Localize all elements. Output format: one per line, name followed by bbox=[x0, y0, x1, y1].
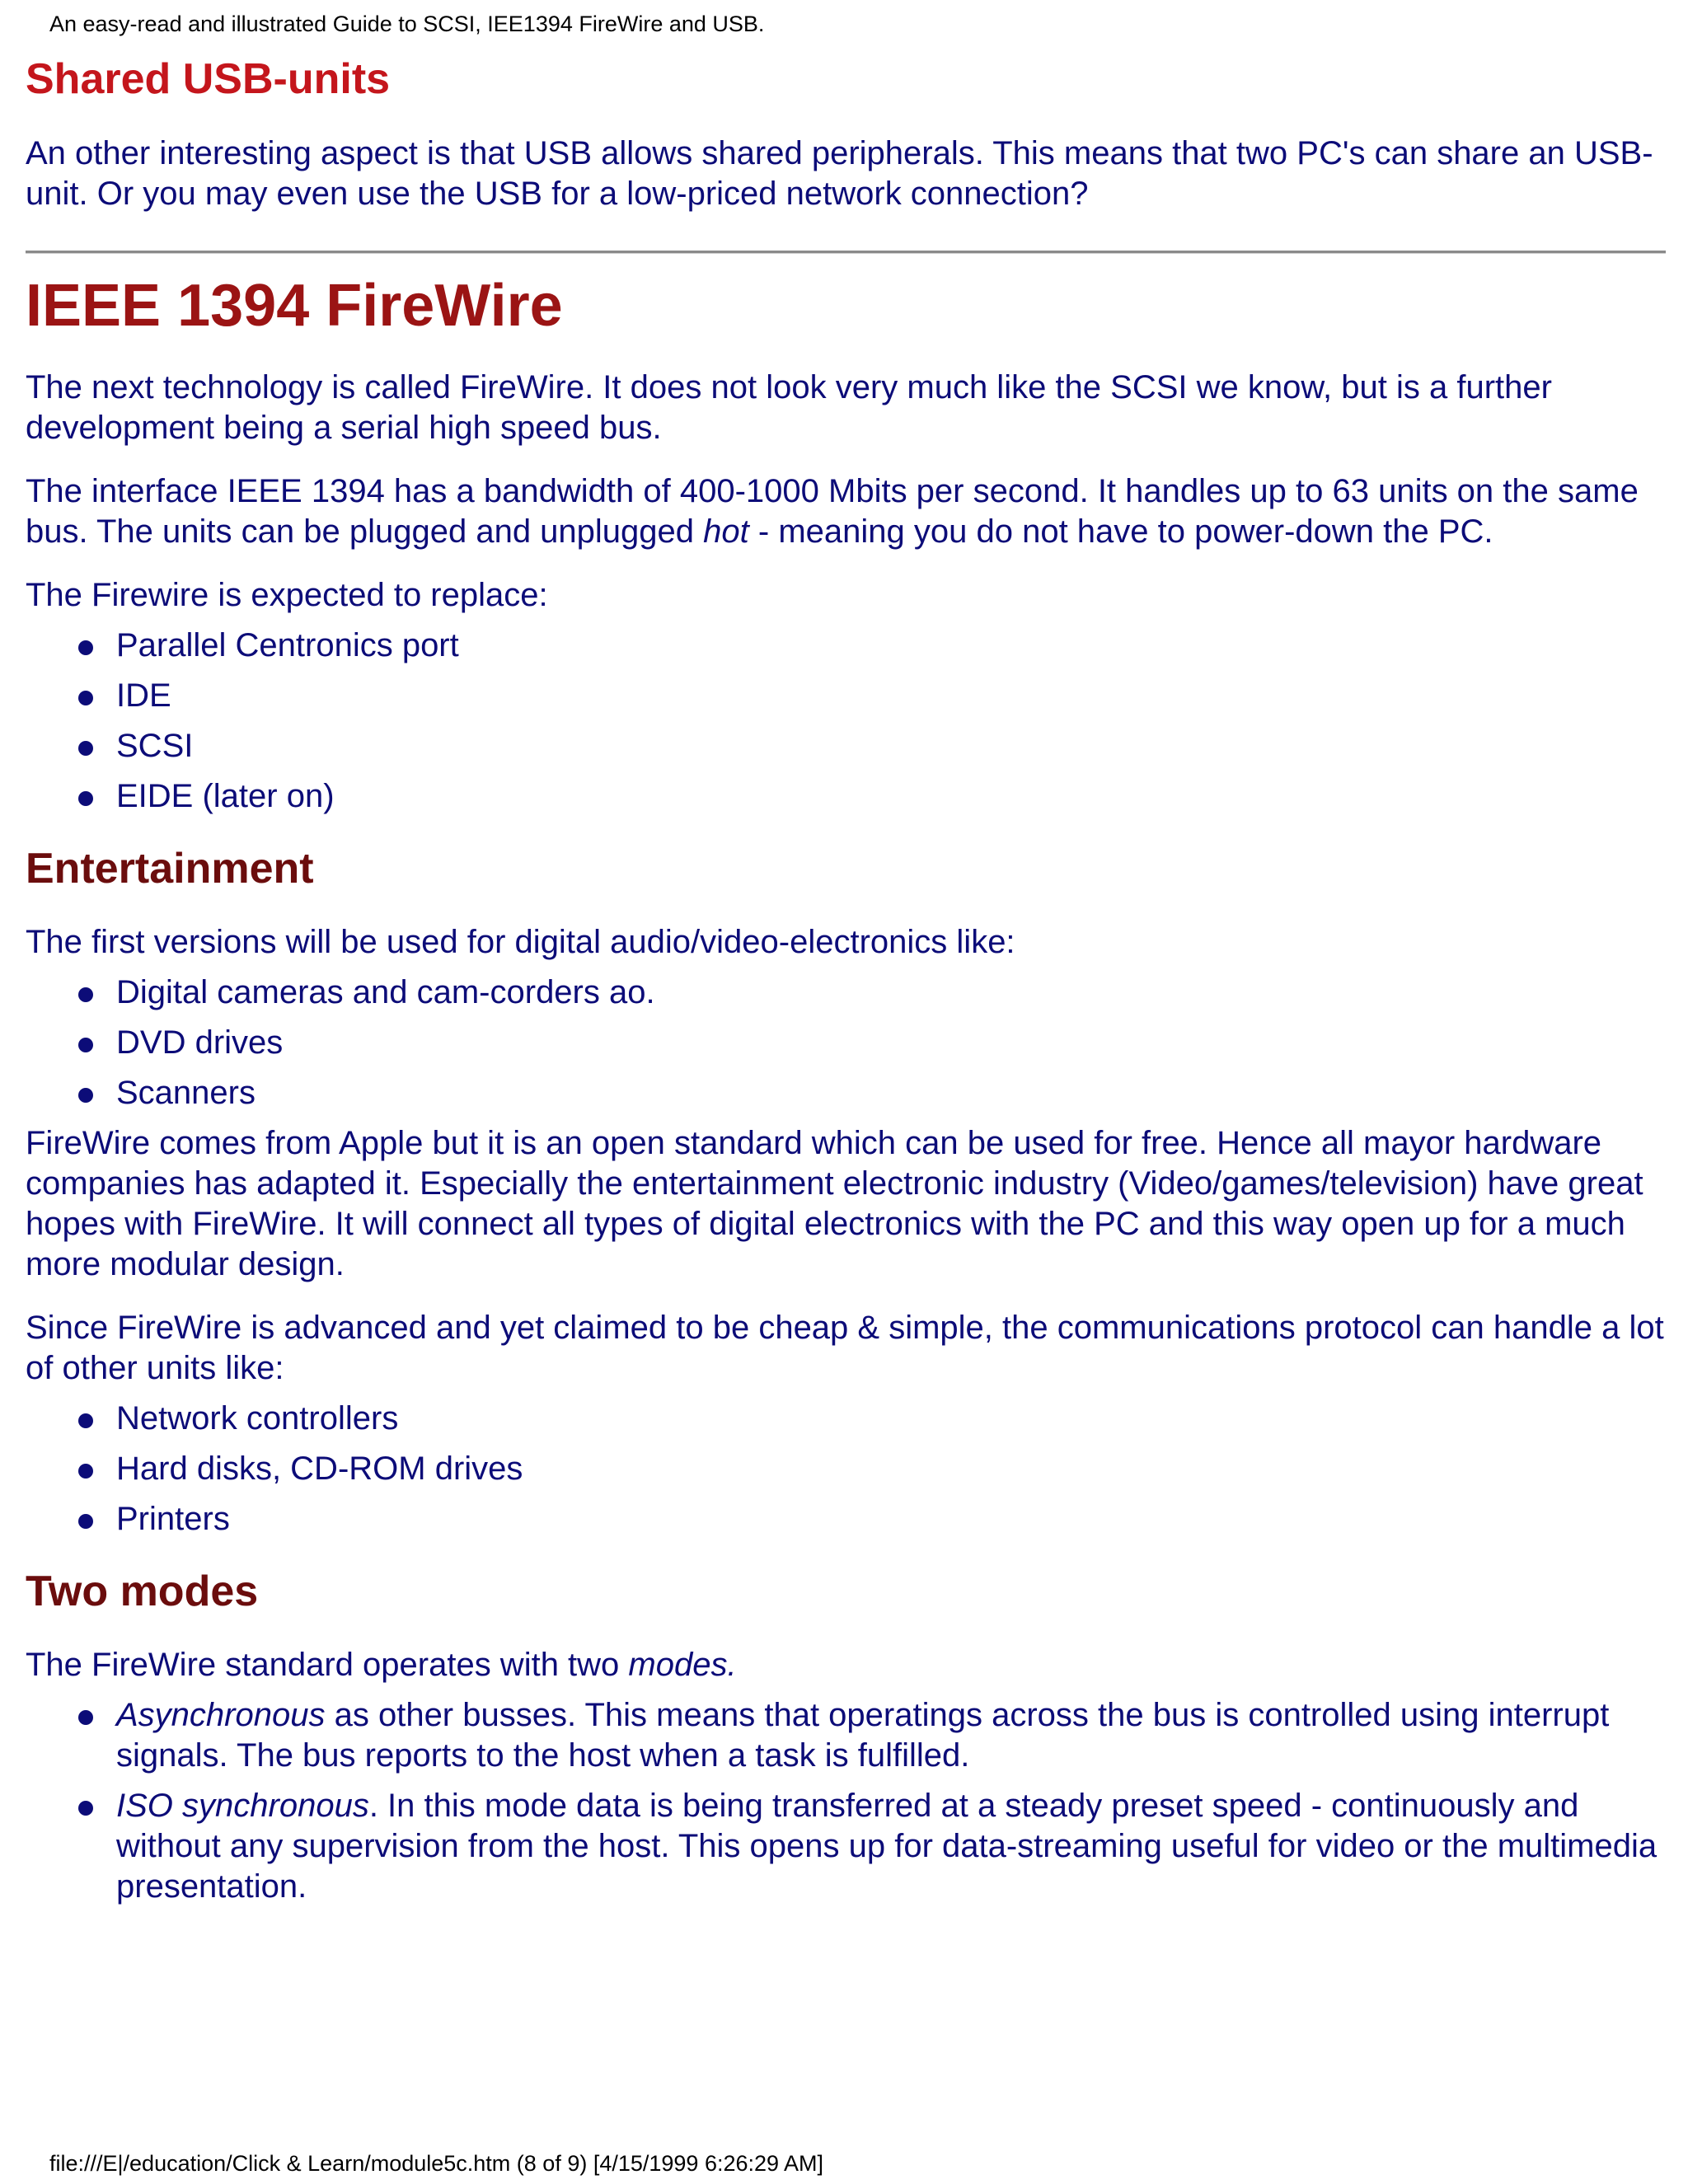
list-item-text: IDE bbox=[116, 677, 171, 714]
two-modes-heading: Two modes bbox=[26, 1568, 259, 1615]
mode-description: as other busses. This means that operatings across the bus is controlled using interrupt signals. The bus reports to the host when a task is fulfilled. bbox=[116, 1697, 1610, 1774]
list-item-text: Digital cameras and cam-corders ao. bbox=[116, 974, 655, 1010]
list-item bbox=[26, 1073, 1666, 1113]
shared-usb-paragraph: An other interesting aspect is that USB allows shared peripherals. This means that two PC's can share an USB-unit. Or you may even use the USB for a low-priced network connection? bbox=[26, 135, 1653, 212]
entertainment-list bbox=[26, 972, 1666, 1113]
two-modes-intro bbox=[26, 1645, 1666, 1685]
replace-intro: The Firewire is expected to replace: bbox=[26, 577, 548, 613]
list-item bbox=[26, 1399, 1666, 1439]
list-item-text: Network controllers bbox=[116, 1400, 399, 1436]
modes-list bbox=[26, 1695, 1666, 1907]
mode-name: Asynchronous bbox=[116, 1697, 326, 1733]
replace-list bbox=[26, 626, 1666, 817]
list-item-text: DVD drives bbox=[116, 1024, 284, 1061]
list-item bbox=[26, 726, 1666, 766]
firewire-p2-end: - meaning you do not have to power-down the PC. bbox=[748, 513, 1493, 550]
bullet-icon bbox=[78, 1464, 93, 1479]
firewire-p2-start: The interface IEEE 1394 has a bandwidth of 400-1000 Mbits per second. It handles up to 63 units on the same bus. The units can be plugged and unplugged bbox=[26, 473, 1639, 550]
bullet-icon bbox=[78, 1088, 93, 1103]
list-item bbox=[26, 1786, 1666, 1907]
bullet-icon bbox=[78, 987, 93, 1002]
list-item-text: Hard disks, CD-ROM drives bbox=[116, 1451, 523, 1487]
two-modes-intro-text: The FireWire standard operates with two bbox=[26, 1647, 629, 1683]
bullet-icon bbox=[78, 741, 93, 756]
list-item bbox=[26, 776, 1666, 817]
document-body bbox=[26, 49, 1666, 1907]
shared-usb-heading: Shared USB-units bbox=[26, 55, 391, 103]
entertainment-heading: Entertainment bbox=[26, 845, 314, 893]
firewire-paragraph-1: The next technology is called FireWire. It does not look very much like the SCSI we know, but is a further development being a serial high speed bus. bbox=[26, 369, 1552, 446]
page-header: An easy-read and illustrated Guide to SCSI, IEE1394 FireWire and USB. bbox=[49, 12, 765, 36]
other-units-list bbox=[26, 1399, 1666, 1540]
horizontal-rule bbox=[26, 251, 1666, 254]
bullet-icon bbox=[78, 791, 93, 806]
list-item-text: Parallel Centronics port bbox=[116, 627, 459, 663]
list-item bbox=[26, 972, 1666, 1013]
firewire-heading: IEEE 1394 FireWire bbox=[26, 273, 563, 339]
firewire-p2-hot: hot bbox=[703, 513, 749, 550]
page-footer: file:///E|/education/Click & Learn/module5c.htm (8 of 9) [4/15/1999 6:26:29 AM] bbox=[49, 2151, 824, 2176]
bullet-icon bbox=[78, 1710, 93, 1725]
list-item bbox=[26, 1695, 1666, 1776]
entertainment-intro: The first versions will be used for digital audio/video-electronics like: bbox=[26, 924, 1015, 960]
bullet-icon bbox=[78, 1413, 93, 1428]
list-item-text: Scanners bbox=[116, 1075, 256, 1111]
bullet-icon bbox=[78, 1038, 93, 1052]
list-item bbox=[26, 1023, 1666, 1063]
entertainment-paragraph-2: Since FireWire is advanced and yet claimed to be cheap & simple, the communications protocol can handle a lot of other units like: bbox=[26, 1310, 1664, 1386]
list-item bbox=[26, 1449, 1666, 1489]
bullet-icon bbox=[78, 1801, 93, 1816]
mode-name: ISO synchronous bbox=[116, 1788, 369, 1824]
two-modes-intro-em: modes. bbox=[628, 1647, 737, 1683]
mode-description: . In this mode data is being transferred at a steady preset speed - continuously and without any supervision from the host. This opens up for data-streaming useful for video or the multimedia presentation. bbox=[116, 1788, 1658, 1905]
bullet-icon bbox=[78, 691, 93, 705]
list-item bbox=[26, 626, 1666, 666]
bullet-icon bbox=[78, 1514, 93, 1529]
list-item bbox=[26, 676, 1666, 716]
list-item-text: Printers bbox=[116, 1501, 230, 1537]
entertainment-paragraph-1: FireWire comes from Apple but it is an open standard which can be used for free. Hence all mayor hardware companies has adapted it. Especially the entertainment electronic industry (Video/games/television) have great hopes with FireWire. It will connect all types of digital electronics with the PC and this way open up for a much more modular design. bbox=[26, 1125, 1643, 1282]
list-item bbox=[26, 1499, 1666, 1540]
bullet-icon bbox=[78, 640, 93, 655]
list-item-text: EIDE (later on) bbox=[116, 778, 335, 814]
firewire-paragraph-2 bbox=[26, 471, 1666, 552]
list-item-text: SCSI bbox=[116, 728, 194, 764]
